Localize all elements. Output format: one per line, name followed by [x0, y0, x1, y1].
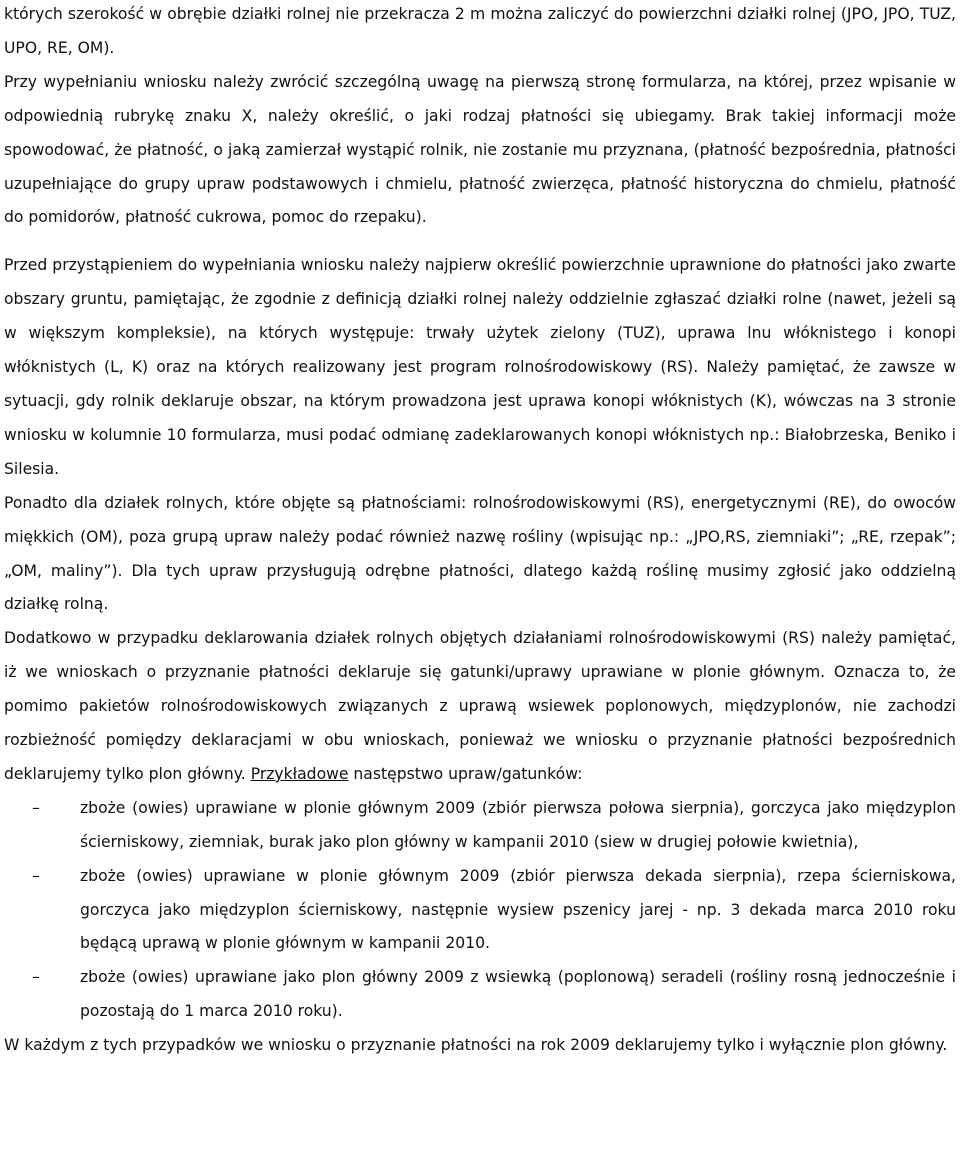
- document-page: [4, 0, 956, 1063]
- paragraph-5-text: Dodatkowo w przypadku deklarowania działek rolnych objętych działaniami rolnośrodowiskowymi (RS) należy pamiętać, iż we wnioskach o przyznanie płatności deklaruje się gatunki/uprawy uprawiane w plonie głównym. Oznacza to, że pomimo pakietów rolnośrodowiskowych związanych z uprawą wsiewek poplonowych, międzyplonów, nie zachodzi rozbieżność pomiędzy deklaracjami w obu wnioskach, ponieważ we wniosku o przyznanie płatności bezpośrednich deklarujemy tylko plon główny.: [4, 629, 956, 783]
- crop-sequence-list: [4, 792, 956, 1029]
- paragraph-2: Przy wypełnianiu wniosku należy zwrócić szczególną uwagę na pierwszą stronę formularza, na której, przez wpisanie w odpowiednią rubrykę znaku X, należy określić, o jaki rodzaj płatności się ubiegamy. Brak takiej informacji może spowodować, że płatność, o jaką zamierzał wystąpić rolnik, nie zostanie mu przyznana, (płatność bezpośrednia, płatności uzupełniające do grupy upraw podstawowych i chmielu, płatność zwierzęca, płatność historyczna do chmielu, płatność do pomidorów, płatność cukrowa, pomoc do rzepaku).: [4, 72, 956, 227]
- dash-marker: –: [32, 866, 40, 885]
- paragraph-4: Ponadto dla działek rolnych, które objęte są płatnościami: rolnośrodowiskowymi (RS), energetycznymi (RE), do owoców miękkich (OM), poza grupą upraw należy podać również nazwę rośliny (wpisując np.: „JPO,RS, ziemniaki”; „RE, rzepak”; „OM, maliny”). Dla tych upraw przysługują odrębne płatności, dlatego każdą roślinę musimy zgłosić jako oddzielną działkę rolną.: [4, 493, 956, 614]
- paragraph-5: [4, 622, 956, 792]
- paragraph-3: Przed przystąpieniem do wypełniania wniosku należy najpierw określić powierzchnie uprawnione do płatności jako zwarte obszary gruntu, pamiętając, że zgodnie z definicją działki rolnej należy oddzielnie zgłaszać działki rolne (nawet, jeżeli są w większym kompleksie), na których występuje: trwały użytek zielony (TUZ), uprawa lnu włóknistego i konopi włóknistych (L, K) oraz na których realizowany jest program rolnośrodowiskowy (RS). Należy pamiętać, że zawsze w sytuacji, gdy rolnik deklaruje obszar, na którym prowadzona jest uprawa konopi włóknistych (K), wówczas na 3 stronie wniosku w kolumnie 10 formularza, musi podać odmianę zadeklarowanych konopi włóknistych np.: Białobrzeska, Beniko i Silesia.: [4, 256, 956, 478]
- list-item-text: zboże (owies) uprawiane jako plon główny 2009 z wsiewką (poplonową) seradeli (rośliny rosną jednocześnie i pozostają do 1 marca 2010 roku).: [80, 968, 956, 1021]
- paragraph-5-tail: następstwo upraw/gatunków:: [348, 764, 583, 783]
- dash-marker: –: [32, 968, 40, 987]
- list-item: [4, 860, 956, 962]
- paragraph-6: W każdym z tych przypadków we wniosku o przyznanie płatności na rok 2009 deklarujemy tylko i wyłącznie plon główny.: [4, 1036, 948, 1055]
- paragraph-1: których szerokość w obrębie działki rolnej nie przekracza 2 m można zaliczyć do powierzchni działki rolnej (JPO, JPO, TUZ, UPO, RE, OM).: [4, 5, 956, 57]
- paragraph-gap: [4, 235, 956, 249]
- list-item: [4, 792, 956, 860]
- list-item: [4, 961, 956, 1029]
- list-item-text: zboże (owies) uprawiane w plonie głównym 2009 (zbiór pierwsza dekada sierpnia), rzepa ścierniskowa, gorczyca jako międzyplon ścierniskowy, następnie wysiew pszenicy jarej - np. 3 dekada marca 2010 roku będącą uprawą w plonie głównym w kampanii 2010.: [80, 866, 956, 953]
- underlined-word: Przykładowe: [250, 764, 349, 783]
- list-item-text: zboże (owies) uprawiane w plonie głównym 2009 (zbiór pierwsza połowa sierpnia), gorczyca jako międzyplon ścierniskowy, ziemniak, burak jako plon główny w kampanii 2010 (siew w drugiej połowie kwietnia),: [80, 798, 956, 851]
- dash-marker: –: [32, 798, 40, 817]
